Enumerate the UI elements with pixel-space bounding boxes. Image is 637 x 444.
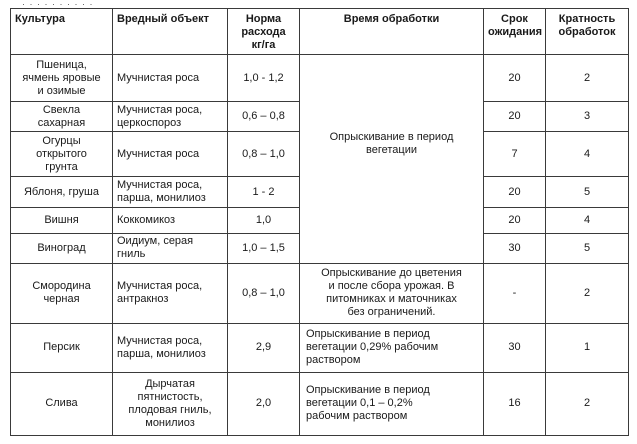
cell-rate: 1,0 bbox=[228, 208, 300, 234]
cell-target: Мучнистая роса, антракноз bbox=[113, 263, 228, 323]
cell-multiplicity: 4 bbox=[546, 208, 629, 234]
cell-wait: 30 bbox=[484, 234, 546, 263]
cell-target: Коккомикоз bbox=[113, 208, 228, 234]
cell-rate: 2,0 bbox=[228, 372, 300, 435]
cell-time-merged: Опрыскивание в период вегетации bbox=[300, 55, 484, 264]
cell-target: Дырчатая пятнистость, плодовая гниль, монилиоз bbox=[113, 372, 228, 435]
cell-multiplicity: 5 bbox=[546, 177, 629, 208]
cell-rate: 0,8 – 1,0 bbox=[228, 263, 300, 323]
cell-multiplicity: 5 bbox=[546, 234, 629, 263]
cell-time: Опрыскивание в период вегетации 0,29% рабочим раствором bbox=[300, 323, 484, 372]
cell-multiplicity: 2 bbox=[546, 372, 629, 435]
cell-target: Мучнистая роса, парша, монилиоз bbox=[113, 323, 228, 372]
cell-culture: Яблоня, груша bbox=[11, 177, 113, 208]
cell-target: Мучнистая роса bbox=[113, 55, 228, 102]
table-row bbox=[11, 55, 629, 102]
cell-wait: 20 bbox=[484, 55, 546, 102]
cell-culture: Свекла сахарная bbox=[11, 102, 113, 132]
cell-target: Мучнистая роса, парша, монилиоз bbox=[113, 177, 228, 208]
cell-wait: - bbox=[484, 263, 546, 323]
table-row bbox=[11, 263, 629, 323]
cell-target: Оидиум, серая гниль bbox=[113, 234, 228, 263]
cell-rate: 1,0 - 1,2 bbox=[228, 55, 300, 102]
cell-culture: Слива bbox=[11, 372, 113, 435]
cell-time: Опрыскивание до цветения и после сбора урожая. В питомниках и маточниках без ограничений. bbox=[300, 263, 484, 323]
stray-caption-fragment: · · · · · · · · · · bbox=[22, 0, 94, 6]
table-row bbox=[11, 323, 629, 372]
fungicide-table-frame bbox=[10, 8, 628, 436]
cell-multiplicity: 1 bbox=[546, 323, 629, 372]
cell-multiplicity: 3 bbox=[546, 102, 629, 132]
header-target: Вредный объект bbox=[113, 9, 228, 55]
header-multiplicity: Кратность обработок bbox=[546, 9, 629, 55]
cell-multiplicity: 2 bbox=[546, 55, 629, 102]
cell-rate: 2,9 bbox=[228, 323, 300, 372]
cell-rate: 1 - 2 bbox=[228, 177, 300, 208]
cell-wait: 30 bbox=[484, 323, 546, 372]
header-rate: Норма расхода кг/га bbox=[228, 9, 300, 55]
cell-wait: 20 bbox=[484, 102, 546, 132]
header-row bbox=[11, 9, 629, 55]
cell-wait: 16 bbox=[484, 372, 546, 435]
cell-target: Мучнистая роса bbox=[113, 132, 228, 177]
cell-wait: 7 bbox=[484, 132, 546, 177]
cell-culture: Вишня bbox=[11, 208, 113, 234]
table-row bbox=[11, 372, 629, 435]
cell-target: Мучнистая роса, церкоспороз bbox=[113, 102, 228, 132]
cell-culture: Пшеница, ячмень яровые и озимые bbox=[11, 55, 113, 102]
cell-multiplicity: 4 bbox=[546, 132, 629, 177]
cell-wait: 20 bbox=[484, 208, 546, 234]
cell-culture: Смородина черная bbox=[11, 263, 113, 323]
fungicide-application-table bbox=[10, 8, 629, 436]
cell-rate: 1,0 – 1,5 bbox=[228, 234, 300, 263]
cell-culture: Персик bbox=[11, 323, 113, 372]
header-culture: Культура bbox=[11, 9, 113, 55]
header-time: Время обработки bbox=[300, 9, 484, 55]
cell-rate: 0,8 – 1,0 bbox=[228, 132, 300, 177]
cell-multiplicity: 2 bbox=[546, 263, 629, 323]
cell-rate: 0,6 – 0,8 bbox=[228, 102, 300, 132]
header-wait: Срок ожидания bbox=[484, 9, 546, 55]
cell-wait: 20 bbox=[484, 177, 546, 208]
cell-culture: Виноград bbox=[11, 234, 113, 263]
cell-time: Опрыскивание в период вегетации 0,1 – 0,2% рабочим раствором bbox=[300, 372, 484, 435]
cell-culture: Огурцы открытого грунта bbox=[11, 132, 113, 177]
